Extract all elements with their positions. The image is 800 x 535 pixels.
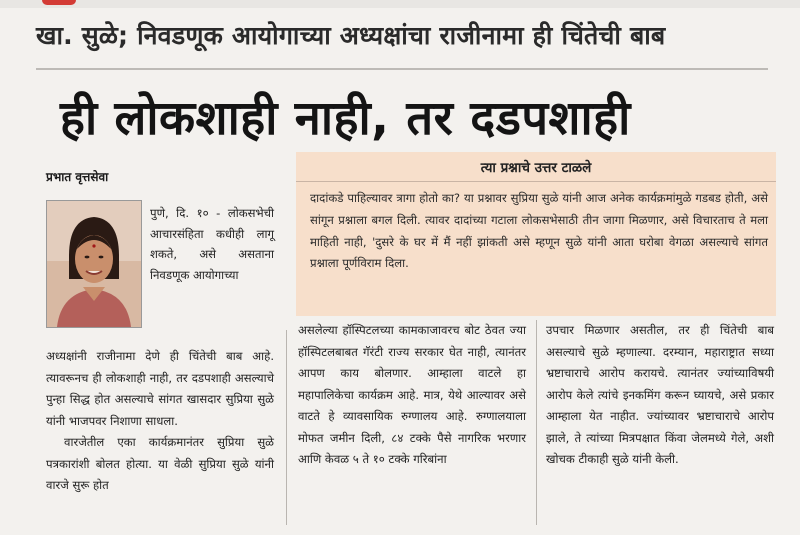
byline: प्रभात वृत्तसेवा [46, 170, 109, 184]
column-3: उपचार मिळणार असतील, तर ही चिंतेची बाब असल्याचे सुळे म्हणाल्या. दरम्यान, महाराष्ट्रात सध्या भ्रष्टाचाराचे आरोप करायचे. त्यानंतर ज्यांच्याविषयी आरोप केले त्यांचे इनकमिंग करून घ्यायचे, असे प्रकार आम्हाला येत नाहीत. ज्यांच्यावर भ्रष्टाचाराचे आरोप झाले, ते त्यांच्या मित्रपक्षात किंवा जेलमध्ये गेले, अशी खोचक टीकाही सुळे यांनी केली. [546, 323, 774, 466]
column-1 [46, 346, 274, 497]
headline: ही लोकशाही नाही, तर दडपशाही [60, 91, 631, 146]
sidebox-body: दादांकडे पाहिल्यावर त्रागा होतो का? या प्रश्नावर सुप्रिया सुळे यांनी आज अनेक कार्यक्रमांमुळे गडबड होती, असे सांगून प्रश्नाला बगल दिली. त्यावर दादांच्या गटाला लोकसभेसाठी तीन जागा मिळणार, असे विचारताच ते मला माहिती नाही, 'दुसरे के घर में मैं नहीं झांकती असे म्हणून सुळे यांनी आता घरोबा वेगळा असल्याचे सांगत प्रश्नाला पूर्णविराम दिला. [310, 191, 768, 271]
column-divider [536, 320, 537, 525]
divider-line [36, 68, 768, 70]
paragraph: वारजेतील एका कार्यक्रमानंतर सुप्रिया सुळे पत्रकारांशी बोलत होत्या. या वेळी सुप्रिया सुळे यांनी वारजे सुरू होत [46, 435, 274, 492]
kicker-line: खा. सुळे; निवडणूक आयोगाच्या अध्यक्षांचा राजीनामा ही चिंतेची बाब [36, 21, 666, 50]
top-bar [0, 0, 800, 8]
sidebox-title: त्या प्रश्नाचे उत्तर टाळले [480, 160, 592, 176]
sidebox [296, 152, 776, 316]
paragraph: अध्यक्षांनी राजीनामा देणे ही चिंतेची बाब आहे. त्यावरूनच ही लोकशाही नाही, तर दडपशाही असल्याचे पुन्हा सिद्ध होत असल्याचे सांगत खासदार सुप्रिया सुळे यांनी भाजपवर निशाणा साधला. [46, 349, 274, 428]
sidebox-rule [296, 181, 776, 182]
column-intro: पुणे, दि. १० - लोकसभेची आचारसंहिता कधीही लागू शकते, असे असताना निवडणूक आयोगाच्या [150, 206, 274, 282]
column-divider [286, 330, 287, 525]
brand-mark [42, 0, 76, 5]
portrait-photo [46, 200, 142, 328]
column-2: असलेल्या हॉस्पिटलच्या कामकाजावरच बोट ठेवत ज्या हॉस्पिटलबाबत गॅरंटी राज्य सरकार घेत नाही, त्यानंतर आपण काय बोलणार. आम्हाला वाटले हा महापालिकेचा कार्यक्रम आहे. मात्र, येथे आल्यावर असे वाटते हे व्यावसायिक रुग्णालय आहे. रुग्णालयाला मोफत जमीन दिली, ८४ टक्के पैसे नागरिक भरणार आणि केवळ ५ ते १० टक्के गरिबांना [298, 323, 526, 466]
